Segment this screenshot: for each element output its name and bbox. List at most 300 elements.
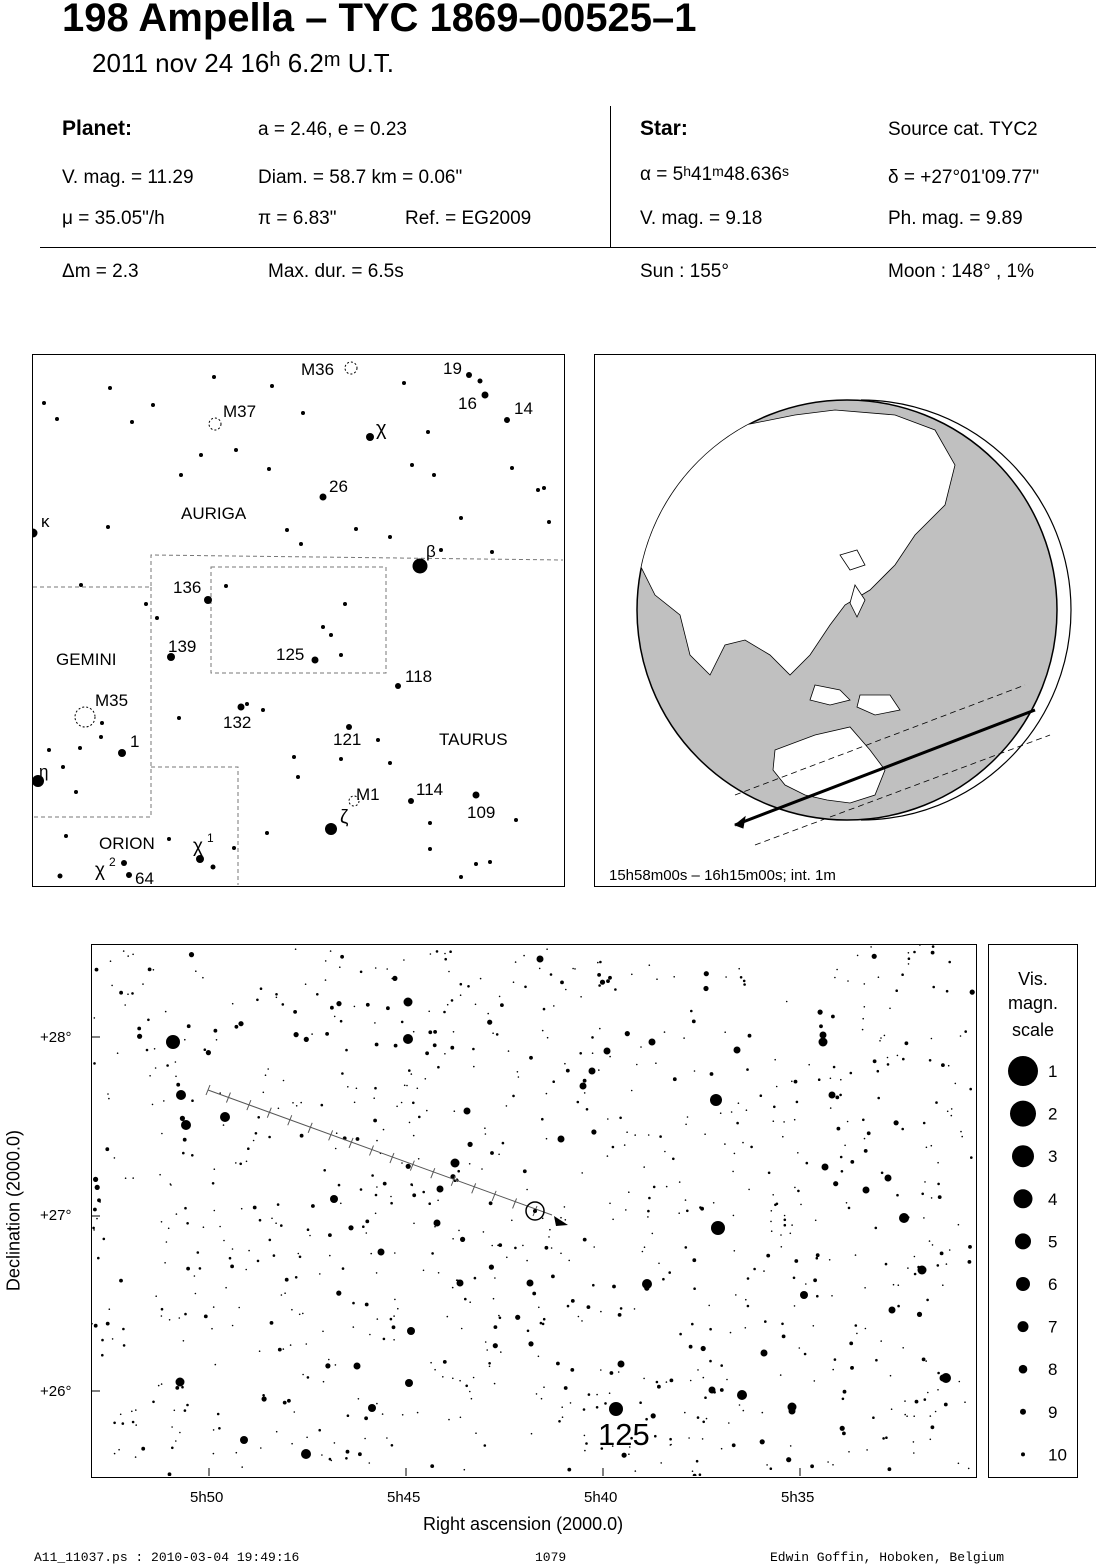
finder-star [466,372,472,378]
star [877,1097,880,1100]
finder-star [100,721,104,725]
star [771,1210,773,1212]
star [513,981,515,983]
star [502,1142,505,1145]
star [805,1283,807,1285]
label-64: 64 [135,869,154,885]
dec-tick-label-27: +27° [40,1207,72,1224]
star [112,1338,114,1340]
star [413,1135,415,1137]
star [293,1010,297,1014]
star [782,1136,784,1138]
star [526,1260,528,1262]
star [394,1044,398,1048]
star [223,1240,225,1242]
star [558,1136,565,1143]
star [345,1457,348,1460]
star [413,1223,415,1225]
star [383,1182,387,1186]
label-m37: M37 [223,402,257,421]
star [458,1230,460,1232]
star [866,1449,868,1451]
label-zeta: ζ [340,807,349,828]
star [461,1328,463,1330]
star [438,1272,440,1274]
star [652,1233,654,1235]
star [591,1036,594,1039]
ra-tick-label-5h35: 5h35 [781,1489,815,1506]
star [195,1293,197,1295]
finder-star [261,708,265,712]
star [403,1034,413,1044]
finder-star [536,488,540,492]
star [937,1183,940,1186]
star [818,1078,821,1081]
star [958,1224,960,1226]
star [794,1119,796,1121]
star [184,1039,186,1041]
star [784,1224,787,1227]
delta-magnitude: Δm = 2.3 [62,261,139,282]
star [739,1404,741,1406]
star [119,1279,123,1283]
star [528,1341,533,1346]
star [819,1038,828,1047]
star [784,1219,787,1222]
star [396,1106,398,1108]
star [564,1206,566,1208]
star [561,1406,563,1408]
star [191,1099,194,1102]
finder-star [320,494,327,501]
star [619,1117,622,1120]
star [864,983,866,985]
star [247,1147,250,1150]
star [412,1185,414,1187]
finder-star [130,420,134,424]
star [356,1088,358,1090]
star [390,1202,393,1205]
star [356,1137,360,1141]
star [153,969,155,971]
star [364,1416,368,1420]
star [687,1116,689,1118]
star [430,953,432,955]
star [471,1398,473,1400]
finder-star [321,625,325,629]
star [443,1011,446,1014]
star [692,1020,696,1024]
star [93,1177,98,1182]
star [378,1249,385,1256]
star [154,1048,156,1050]
star [257,1260,260,1263]
star [127,993,129,995]
star [736,1122,739,1125]
star [816,1295,819,1298]
star [913,1452,915,1454]
star [799,1347,801,1349]
star [644,1246,646,1248]
star [311,1033,313,1035]
star [709,1328,712,1331]
star [678,1212,680,1214]
footer-page: 1079 [535,1550,567,1565]
star [880,1340,882,1342]
star [917,1266,920,1269]
star [280,1224,283,1227]
star [612,1219,614,1221]
finder-star [490,550,494,554]
track-time-tick [431,1168,435,1178]
star [345,1049,348,1052]
star [158,1385,160,1387]
label-125: 125 [276,645,305,664]
star [806,1162,809,1165]
star [766,1464,768,1466]
star [260,987,263,990]
star [96,1218,98,1220]
star [926,1299,929,1302]
star [570,1368,574,1372]
star [885,1436,888,1439]
star [970,1156,973,1159]
star [704,971,709,976]
star [679,1181,681,1183]
star [426,1110,428,1112]
star [600,1369,602,1371]
star [232,1325,234,1327]
star [498,1243,502,1247]
star [771,1230,773,1232]
star [599,1028,601,1030]
star [786,1457,791,1462]
star [937,1162,939,1164]
star [341,1072,344,1075]
star [599,961,602,964]
star [915,1400,919,1404]
star [546,1138,548,1140]
star [923,1122,926,1125]
star [101,1354,104,1357]
star [262,1394,265,1397]
star [452,1378,454,1380]
scale-magnitude-label: 1 [1048,1062,1058,1081]
star [374,1022,376,1024]
star [383,1338,386,1341]
label-chi1: χ [193,836,203,857]
star [284,1292,286,1294]
finder-star [343,602,347,606]
star [338,1184,341,1187]
star [171,1447,174,1450]
star [763,1270,765,1272]
star [839,1094,842,1097]
star [283,1080,285,1082]
star [710,1072,714,1076]
star [923,1217,925,1219]
star [960,1035,962,1037]
star [552,1080,555,1083]
star [708,1305,710,1307]
label-taurus: TAURUS [439,730,508,749]
star [401,1162,403,1164]
star [948,961,951,964]
star [597,962,599,964]
star [728,1422,730,1424]
star [604,1048,611,1055]
star [937,1264,940,1267]
star [875,1359,878,1362]
star [248,1250,250,1252]
star [614,988,617,991]
star [175,1386,179,1390]
star [600,1311,602,1313]
star [790,1233,792,1235]
star [428,1030,432,1034]
star [276,1431,278,1433]
star [376,1186,378,1188]
star [202,977,204,979]
star [655,1062,657,1064]
star [618,1361,625,1368]
star [704,1133,706,1135]
star [597,973,601,977]
star [135,1424,137,1426]
star [654,1435,657,1438]
scale-dot [1018,1321,1029,1332]
star [692,1258,696,1262]
star [464,1469,466,1471]
star [762,1412,764,1414]
datetime-minutes: 6.2 [280,48,324,78]
star [647,1216,649,1218]
event-datetime [92,48,394,79]
star [743,983,746,986]
star [908,957,911,960]
star [746,1068,749,1071]
star [791,1081,793,1083]
star [865,1328,867,1330]
star [515,961,517,963]
star [733,1215,735,1217]
globe-panel [594,354,1096,887]
finder-star [504,417,510,423]
star [500,1351,502,1353]
star [417,1412,419,1414]
star [508,1050,510,1052]
star [588,1393,591,1396]
label-114: 114 [416,780,444,799]
star [932,1244,934,1246]
scale-magnitude-label: 10 [1048,1445,1067,1465]
star [318,1429,321,1432]
star [239,1163,242,1166]
star [949,1249,951,1251]
star [512,1095,515,1098]
star [964,1030,967,1033]
star [108,1098,110,1100]
star [841,1170,844,1173]
star [282,1003,285,1006]
star [511,1220,513,1222]
star [213,1453,215,1455]
star [278,1108,280,1110]
star [673,976,675,978]
star [581,1172,583,1174]
star [330,1006,334,1010]
star [600,980,605,985]
star [609,1402,623,1416]
star-right-ascension [640,164,789,186]
star [885,1263,888,1266]
star [386,968,388,970]
star [199,1267,202,1270]
star [206,1050,211,1055]
star [382,1413,384,1415]
star [148,968,152,972]
star [560,1217,562,1219]
star [634,1134,636,1136]
label-139: 139 [168,637,197,656]
star [537,956,544,963]
star [101,1339,104,1342]
star [538,1307,540,1309]
star [694,1070,696,1072]
label-orion: ORION [99,834,155,853]
star [448,1419,450,1421]
star-heading: Star: [640,117,688,140]
star [968,1260,972,1264]
star [97,1198,101,1202]
star [937,1372,940,1375]
star [902,1058,905,1061]
star [666,1381,668,1383]
label-121: 121 [333,730,362,749]
star [422,1191,425,1194]
star [442,1376,444,1378]
star [831,1295,833,1297]
star [347,1086,349,1088]
star [176,1083,180,1087]
star [180,1116,185,1121]
star [93,1062,96,1065]
finder-star [232,846,236,850]
star [724,1031,726,1033]
star [241,1208,243,1210]
datetime-date: 2011 nov 24 16 [92,48,270,78]
star [170,1184,172,1186]
star [593,1246,595,1248]
star [968,1468,970,1470]
star [709,1360,712,1363]
star [412,1193,416,1197]
star [377,1318,379,1320]
star [527,1330,530,1333]
star [580,996,582,998]
star [259,1219,262,1222]
star [794,1259,798,1263]
star [307,1376,310,1379]
star [183,1138,187,1142]
star [386,1006,390,1010]
star [688,1437,690,1439]
star [460,1237,465,1242]
star [260,1447,262,1449]
star [598,1069,600,1071]
star [743,980,746,983]
star [864,1006,866,1008]
scale-dot [1016,1277,1030,1291]
star [690,1380,692,1382]
star [149,1075,151,1077]
finder-star [42,401,46,405]
finder-star [204,596,212,604]
star [742,1142,744,1144]
star [703,986,708,991]
star [464,1298,467,1301]
star [283,1401,287,1405]
star [932,945,935,948]
star-source-catalog: Source cat. TYC2 [888,119,1038,140]
star [103,1238,106,1241]
star [931,1197,933,1199]
star [335,1148,337,1150]
star [499,1317,502,1320]
star [840,1156,843,1159]
star [836,969,838,971]
star [406,1164,411,1169]
star [220,1112,230,1122]
star [625,1209,627,1211]
star [586,1108,589,1111]
finder-chart-svg [33,355,563,885]
star [547,1037,549,1039]
star [493,1298,495,1300]
star [374,1087,377,1090]
star [545,1246,549,1250]
star [640,1046,642,1048]
star [174,1410,176,1412]
star [336,1132,338,1134]
footer-author: Edwin Goffin, Hoboken, Belgium [770,1550,1005,1565]
sun-elongation: Sun : 155° [640,261,729,282]
star [485,1341,487,1343]
star [219,1092,221,1094]
star [412,1102,415,1105]
star [550,973,553,976]
track-time-tick [370,1146,374,1156]
label-16: 16 [458,394,477,413]
star [181,1120,191,1130]
scale-title-scale: scale [1011,1020,1055,1040]
star [146,1049,149,1052]
star [959,1381,961,1383]
star [506,1257,508,1259]
star [931,1145,933,1147]
scale-dot [1015,1233,1031,1249]
finder-star [199,453,203,457]
star [433,1030,437,1034]
star [447,1004,449,1006]
star [444,1053,446,1055]
star [789,1408,796,1415]
star [105,1147,109,1151]
star [546,948,548,950]
star [97,1257,100,1260]
star [560,1253,562,1255]
star [124,1004,126,1006]
